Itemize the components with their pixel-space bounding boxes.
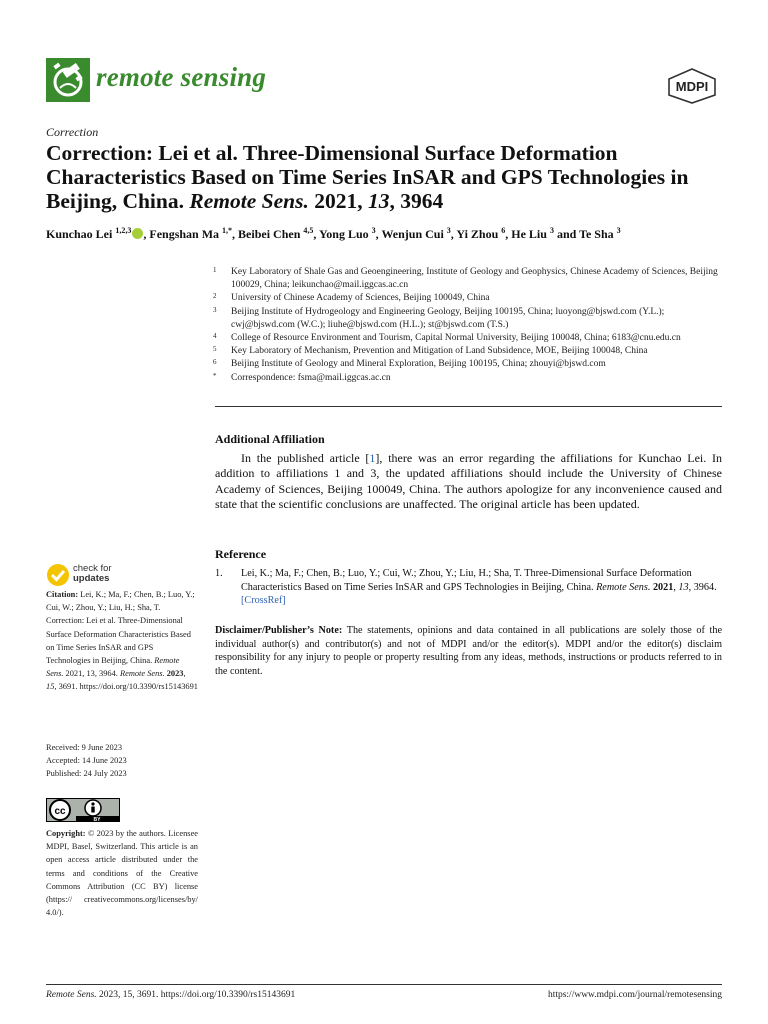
affiliation-number: 5 xyxy=(213,345,217,354)
orcid-icon[interactable] xyxy=(132,228,143,239)
author-separator: , xyxy=(143,227,150,241)
author-name[interactable]: Yi Zhou xyxy=(456,227,499,241)
dates-block xyxy=(46,741,198,781)
affiliation-number: 1 xyxy=(213,266,217,274)
footer-divider xyxy=(46,984,722,985)
disclaimer-paragraph xyxy=(215,624,722,678)
title-journal: Remote Sens. xyxy=(189,189,309,213)
affiliation-text: University of Chinese Academy of Sciences, Beijing 100049, China xyxy=(231,293,490,304)
affiliation-text: Correspondence: fsma@mail.iggcas.ac.cn xyxy=(231,372,391,383)
reference-pages: , 3964. xyxy=(688,581,717,593)
author-name[interactable]: Beibei Chen xyxy=(238,227,301,241)
affiliation-text: Beijing Institute of Hydrogeology and Engineering Geology, Beijing 100195, China; luoyong@bjswd.com (Y.L.); cwj@bjswd.com (W.C.); liuhe@bjswd.com (H.L.); st@bjswd.com (T.S.) xyxy=(231,306,665,330)
citation-text: Lei, K.; Ma, F.; Chen, B.; Luo, Y.; Cui, W.; Zhou, Y.; Liu, H.; Sha, T. Correction: Lei et al. Three-Dimensional Surface Deformation Characteristics Based on Time Series InSAR and GPS Technologies in Beijing, China. xyxy=(46,590,195,666)
reference-volume: 13 xyxy=(678,581,689,593)
check-for-updates-icon xyxy=(46,563,70,587)
footer-doi[interactable]: 2023, 15, 3691. https://doi.org/10.3390/rs15143691 xyxy=(96,990,296,1000)
title-volume: 13 xyxy=(367,189,390,213)
author-separator: and xyxy=(553,227,580,241)
title-year: 2021, xyxy=(314,189,363,213)
author-sup: 3 xyxy=(371,226,376,235)
reference-journal: Remote Sens. xyxy=(596,581,651,593)
section-paragraph xyxy=(215,451,722,512)
affiliation-text: Key Laboratory of Shale Gas and Geoengineering, Institute of Geology and Geophysics, Chinese Academy of Sciences, Beijing 100029, China; leikunchao@mail.iggcas.ac.cn xyxy=(231,267,718,291)
author-sup: 6 xyxy=(501,226,506,235)
affiliation-number: 4 xyxy=(213,332,217,341)
author-name[interactable]: Yong Luo xyxy=(318,227,369,241)
author-sup: 4,5 xyxy=(303,226,314,235)
affiliation-text: College of Resource Environment and Tourism, Capital Normal University, Beijing 100048, China; 6183@cnu.edu.cn xyxy=(231,333,681,344)
paragraph-text: In the published article [ xyxy=(241,451,370,466)
author-name[interactable]: Kunchao Lei xyxy=(46,227,113,241)
disclaimer-label: Disclaimer/Publisher’s Note: xyxy=(215,625,343,636)
footer-journal-url[interactable]: https://www.mdpi.com/journal/remotesensing xyxy=(547,990,722,1000)
paragraph-text: ], there was an error regarding the affiliations for Kunchao Lei. In addition to affiliations 1 and 3, the updated affiliations should include the University of Chinese Academy of Sciences, Beijing 100049, China. The authors apologize for any inconvenience caused and state that the scientific conclusions are unaffected. The original article has been updated. xyxy=(215,451,722,511)
citation-label: Citation: xyxy=(46,590,79,599)
citation-link[interactable]: 1 xyxy=(369,451,376,466)
reference-section xyxy=(215,547,722,608)
author-sup: 1,* xyxy=(222,226,233,235)
received-date: Received: 9 June 2023 xyxy=(46,743,123,752)
copyright-label: Copyright: xyxy=(46,829,86,838)
affiliation-number: 3 xyxy=(213,305,217,314)
check-updates-label xyxy=(73,564,112,584)
affiliation-item xyxy=(213,306,723,332)
accepted-date: Accepted: 14 June 2023 xyxy=(46,756,127,766)
author-name[interactable]: Wenjun Cui xyxy=(381,227,444,241)
section-divider xyxy=(215,406,722,407)
affiliation-list xyxy=(213,266,723,385)
document-type: Correction xyxy=(46,125,99,139)
author-separator: , xyxy=(232,227,239,241)
affiliation-item xyxy=(213,345,723,358)
citation-journal: Remote Sens. xyxy=(119,669,165,679)
check-updates-line: check for xyxy=(73,563,112,574)
affiliation-number: 6 xyxy=(213,358,217,367)
affiliation-item xyxy=(213,372,723,385)
author-separator: , xyxy=(375,227,382,241)
cc-glyph: cc xyxy=(54,806,66,817)
affiliation-text: Beijing Institute of Geology and Mineral Exploration, Beijing 100195, China; zhouyi@bjswd.com xyxy=(231,359,606,370)
section-heading: Reference xyxy=(215,547,267,561)
disclaimer-text: The statements, opinions and data contained in all publications are solely those of the individual author(s) and contributor(s) and not of MDPI and/or the editor(s). MDPI and/or the editor(s) disclaim responsibility for any injury to people or property resulting from any ideas, methods, instructions or products referred to in the content. xyxy=(215,625,722,677)
affiliation-item xyxy=(213,266,723,292)
author-sup: 3 xyxy=(549,226,554,235)
affiliation-text: Key Laboratory of Mechanism, Prevention and Mitigation of Land Subsidence, MOE, Beijing 100048, China xyxy=(231,346,648,357)
author-separator: , xyxy=(450,227,457,241)
affiliation-number: * xyxy=(213,371,217,380)
check-updates-line: updates xyxy=(73,573,110,584)
affiliation-item xyxy=(213,358,723,371)
citation-doi[interactable]: , 3691. https://doi.org/10.3390/rs15143691 xyxy=(54,682,198,692)
author-separator: , xyxy=(505,227,512,241)
author-name[interactable]: He Liu xyxy=(511,227,547,241)
footer-journal: Remote Sens. xyxy=(46,990,97,1000)
reference-year: 2021 xyxy=(652,581,674,593)
reference-text: Lei, K.; Ma, F.; Chen, B.; Luo, Y.; Cui, W.; Zhou, Y.; Liu, H.; Sha, T. Three-Dimensional Surface Deformation Characteristics Based on Time Series InSAR and GPS Technologies in Beijing, China. xyxy=(241,568,692,593)
additional-affiliation-section xyxy=(215,432,722,512)
author-sup: 1,2,3 xyxy=(115,226,132,235)
author-sup: 3 xyxy=(446,226,451,235)
check-for-updates-button[interactable] xyxy=(46,563,196,587)
affiliation-number: 2 xyxy=(213,292,217,301)
title-article: , 3964 xyxy=(389,189,444,213)
remote-sensing-logo-icon xyxy=(46,58,90,102)
section-heading: Additional Affiliation xyxy=(215,432,325,446)
affiliation-item xyxy=(213,332,723,345)
published-date: Published: 24 July 2023 xyxy=(46,769,127,779)
author-name[interactable]: Te Sha xyxy=(579,227,614,241)
title-main: Correction: Lei et al. Three-Dimensional Surface Deformation Characteristics Based on Time Series InSAR and GPS Technologies in Beijing, China. xyxy=(46,141,689,213)
cc-by-icon[interactable] xyxy=(46,798,120,822)
article-title xyxy=(46,141,736,213)
citation-journal: Remote Sens. xyxy=(46,656,180,679)
copyright-block xyxy=(46,827,198,919)
crossref-link[interactable]: [CrossRef] xyxy=(241,595,286,607)
citation-year: 2023 xyxy=(166,669,184,679)
author-list xyxy=(46,226,746,242)
author-name[interactable]: Fengshan Ma xyxy=(149,227,220,241)
affiliation-item xyxy=(213,292,723,305)
citation-volume: 15 xyxy=(46,682,55,692)
mdpi-logo-text: MDPI xyxy=(675,79,709,94)
footer-citation xyxy=(46,990,295,1000)
reference-number: 1. xyxy=(215,568,223,580)
citation-block: Citation: Lei, K.; Ma, F.; Chen, B.; Luo, Y.; Cui, W.; Zhou, Y.; Liu, H.; Sha, T. Correction: Lei et al. Three-Dimensional Surface Deformation Characteristics Based on Time Series InSAR and GPS Technologies in Beijing, China. Remote Sens. 2021, 13, 3964. Remote Sens. 2023, 15, 3691. https://doi.org/10.3390/rs15143691 xyxy=(46,590,198,692)
reference-item: 1. Lei, K.; Ma, F.; Chen, B.; Luo, Y.; Cui, W.; Zhou, Y.; Liu, H.; Sha, T. Three-Dimensional Surface Deformation Characteristics Based on Time Series InSAR and GPS Technologies in Beijing, China. Remote Sens. 2021, 13, 3964. [CrossRef] xyxy=(215,568,717,607)
mdpi-logo-icon xyxy=(666,68,718,104)
citation-mid: 2021, 13, 3964. xyxy=(65,669,118,679)
copyright-text: © 2023 by the authors. Licensee MDPI, Basel, Switzerland. This article is an open access article distributed under the terms and conditions of the Creative Commons Attribution (CC BY) license (https:// creativecommons.org/licenses/by/ 4.0/). xyxy=(46,829,198,918)
author-sup: 3 xyxy=(616,226,621,235)
author-separator: , xyxy=(313,227,319,241)
journal-name: remote sensing xyxy=(96,62,267,92)
cc-by-label: BY xyxy=(93,817,101,822)
